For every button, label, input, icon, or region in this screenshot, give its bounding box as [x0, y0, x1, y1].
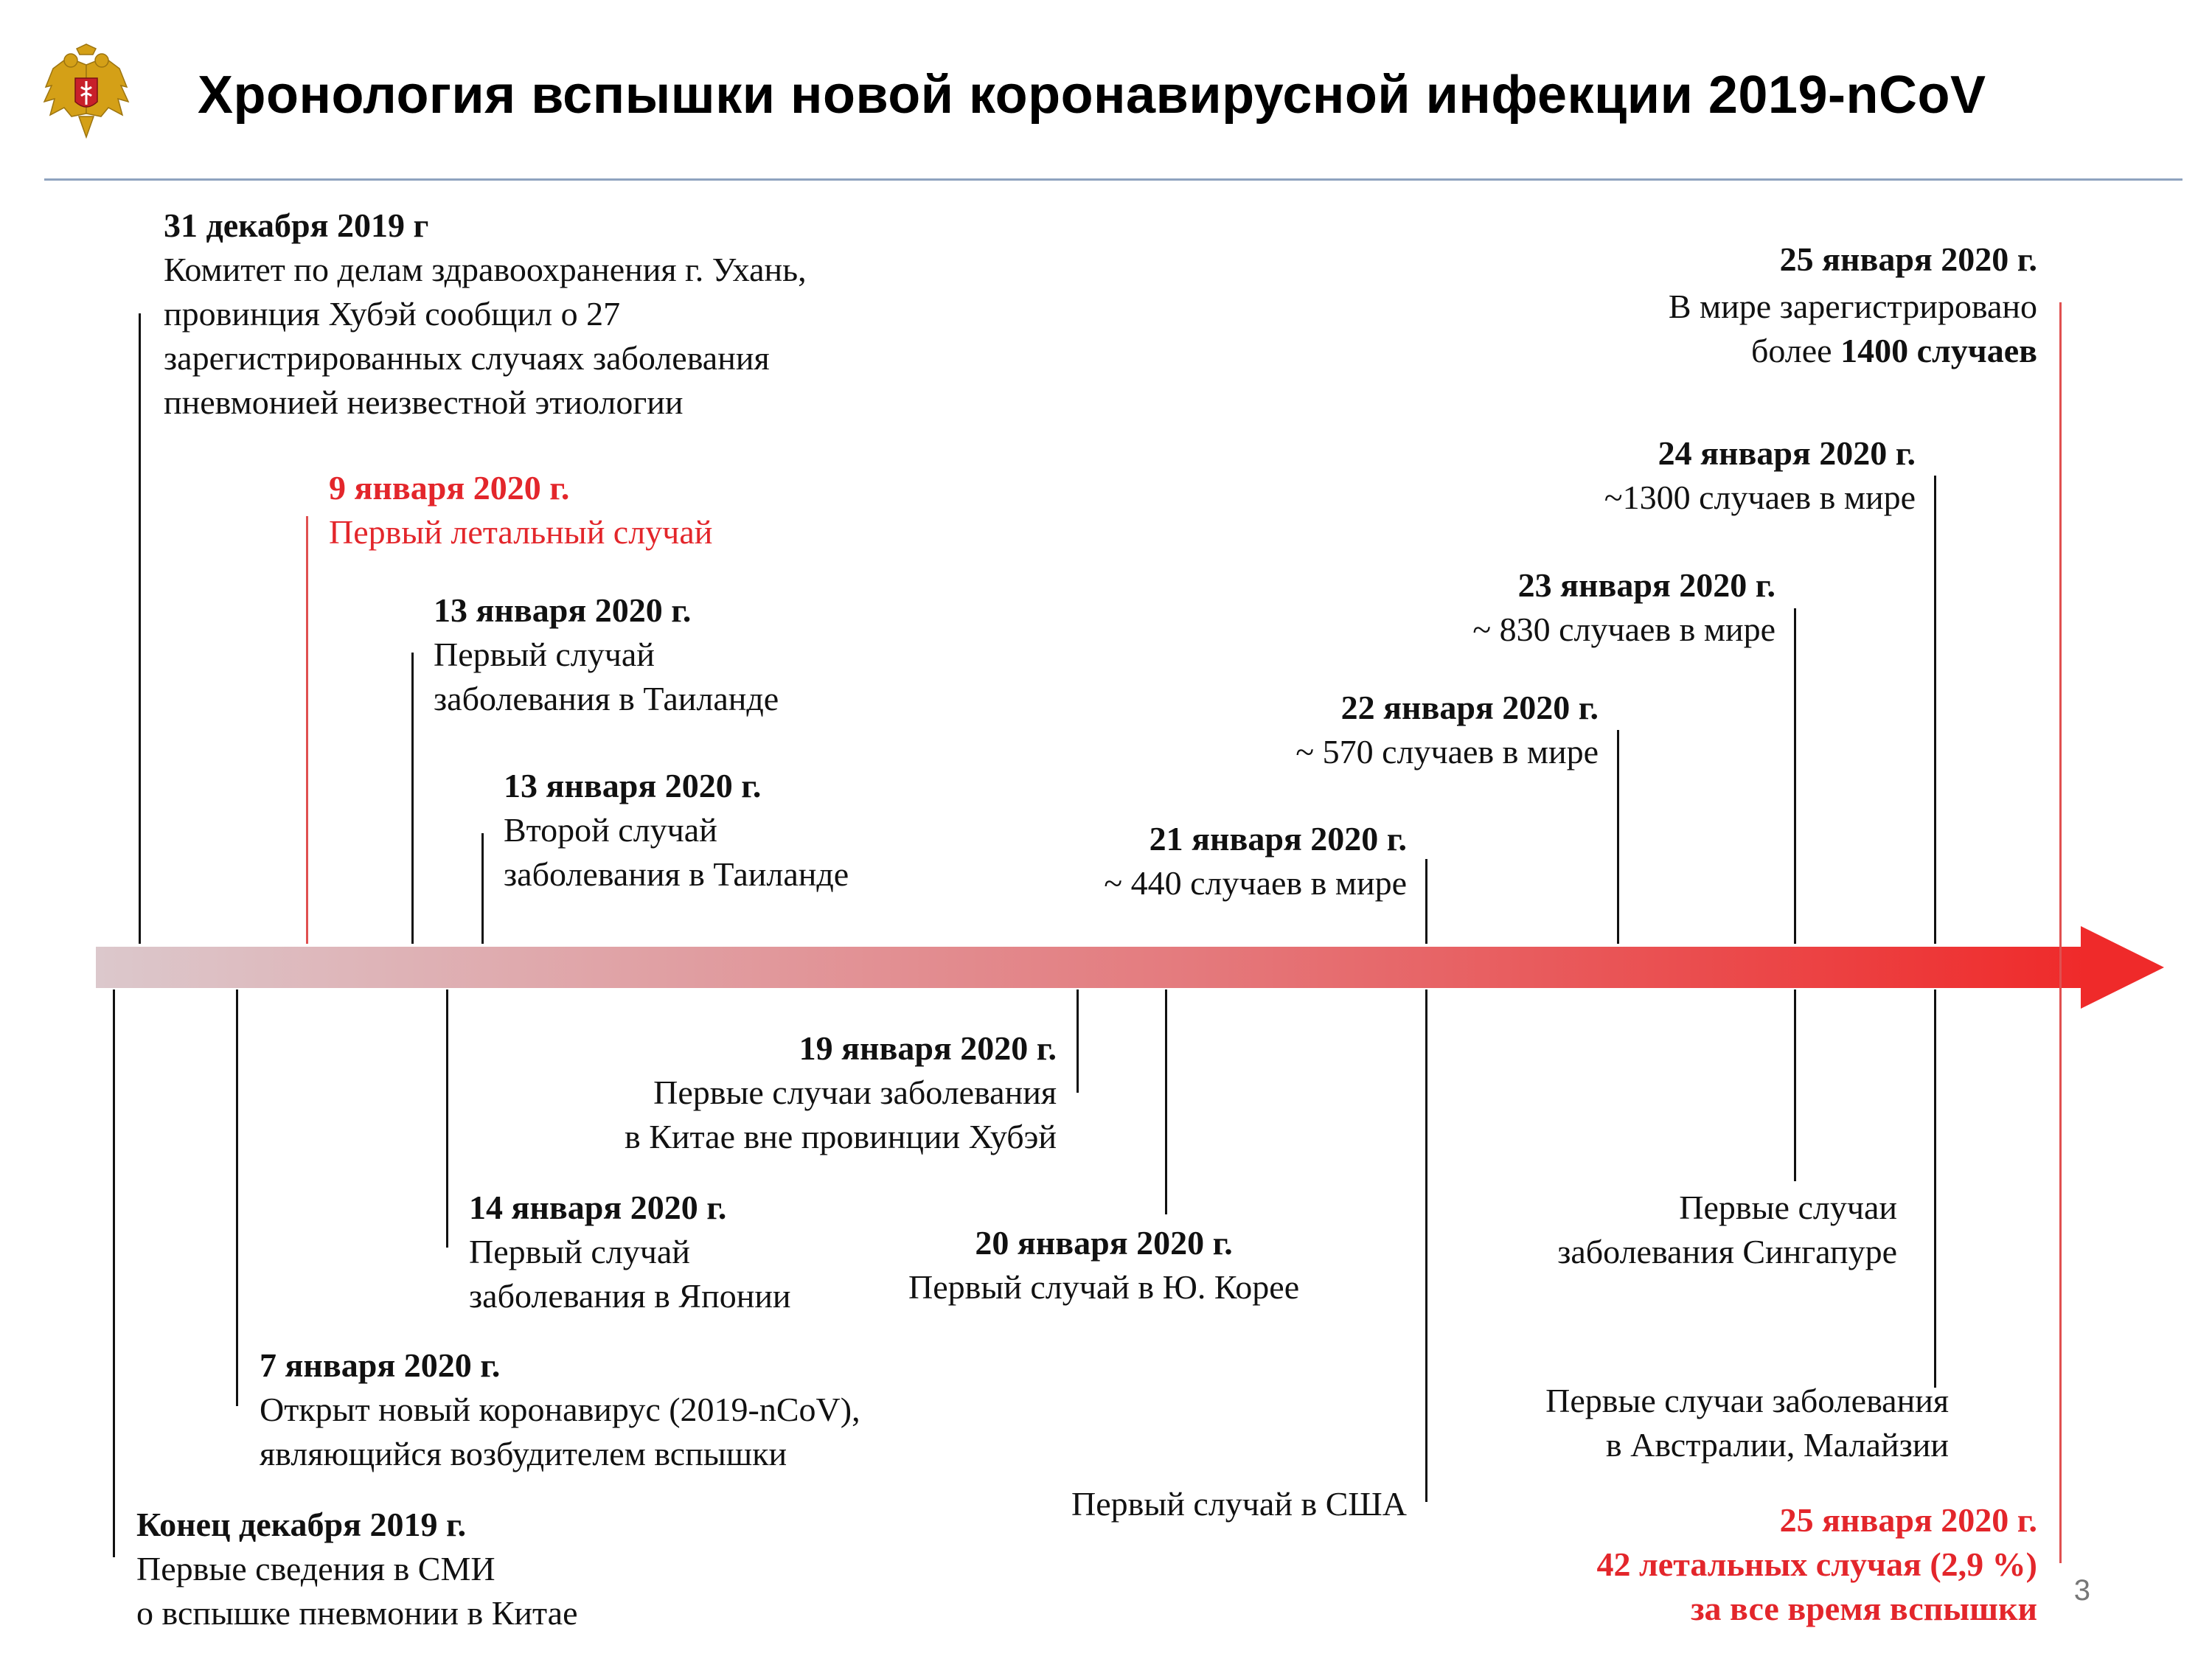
event-date: 20 января 2020 г. — [975, 1224, 1233, 1262]
event-date: 25 января 2020 г. — [1779, 240, 2037, 278]
event-text: 42 летальных случая (2,9 %) — [1596, 1545, 2037, 1583]
event-text: заболевания в Таиланде — [434, 680, 779, 717]
connector-line — [446, 990, 448, 1248]
event-text: Комитет по делам здравоохранения г. Ухань, — [164, 251, 807, 288]
connector-line — [139, 313, 141, 944]
event-text: о вспышке пневмонии в Китае — [136, 1594, 578, 1632]
event-text: Первый случай — [434, 636, 655, 673]
event-jan19 — [625, 1026, 1057, 1159]
event-text: Первые случаи — [1679, 1189, 1897, 1226]
event-text: ~1300 случаев в мире — [1604, 479, 1916, 516]
event-jan7-virus — [260, 1343, 860, 1476]
event-text: ~ 570 случаев в мире — [1295, 733, 1599, 771]
event-text: заболевания в Таиланде — [504, 855, 849, 893]
connector-line — [1165, 990, 1167, 1214]
event-jan20-korea — [908, 1221, 1299, 1310]
connector-line — [1794, 608, 1796, 944]
event-date: 24 января 2020 г. — [1658, 434, 1916, 472]
connector-line — [411, 653, 414, 944]
event-australia-malaysia — [1545, 1379, 1949, 1467]
event-jan25-deaths — [1596, 1498, 2037, 1631]
event-jan24 — [1604, 431, 1916, 520]
event-date: 9 января 2020 г. — [329, 469, 570, 507]
event-text-prefix: более — [1750, 332, 1841, 369]
event-jan23 — [1472, 563, 1775, 652]
event-jan22 — [1295, 686, 1599, 774]
event-text: являющийся возбудителем вспышки — [260, 1435, 787, 1472]
connector-line — [236, 990, 238, 1406]
page-title: Хронология вспышки новой коронавирусной инфекции 2019-nCoV — [198, 66, 1986, 125]
event-text: в Австралии, Малайзии — [1605, 1426, 1949, 1464]
event-jan21 — [1104, 817, 1407, 905]
event-date: 21 января 2020 г. — [1149, 820, 1407, 858]
event-text: пневмонией неизвестной этиологии — [164, 383, 684, 421]
event-date: 13 января 2020 г. — [504, 767, 762, 804]
event-date: 14 января 2020 г. — [469, 1189, 727, 1226]
page-number: 3 — [2073, 1574, 2090, 1607]
event-date: 7 января 2020 г. — [260, 1346, 501, 1384]
event-text: провинция Хубэй сообщил о 27 — [164, 295, 621, 333]
connector-line — [1077, 990, 1079, 1093]
event-date: 22 января 2020 г. — [1340, 689, 1599, 726]
event-text: Первые случаи заболевания — [653, 1074, 1057, 1111]
connector-line — [2059, 302, 2062, 1563]
connector-line — [481, 833, 484, 944]
event-text: Первые случаи заболевания — [1545, 1382, 1949, 1419]
event-text: Первый случай — [469, 1233, 690, 1270]
event-jan13-thailand-1 — [434, 588, 779, 721]
event-text: заболевания Сингапуре — [1557, 1233, 1897, 1270]
event-text: Первые сведения в СМИ — [136, 1550, 495, 1587]
event-usa — [1071, 1482, 1407, 1526]
event-text: Первый летальный случай — [329, 513, 713, 551]
event-text: В мире зарегистрировано — [1668, 288, 2037, 325]
event-text: Открыт новый коронавирус (2019-nCoV), — [260, 1391, 860, 1428]
event-date: Конец декабря 2019 г. — [136, 1506, 467, 1543]
event-dec-end-media — [136, 1503, 578, 1635]
event-date: 19 января 2020 г. — [799, 1029, 1057, 1067]
event-jan14-japan — [469, 1186, 791, 1318]
event-text: Первый случай в США — [1071, 1485, 1407, 1523]
event-text: в Китае вне провинции Хубэй — [624, 1118, 1057, 1155]
connector-line — [1425, 990, 1427, 1502]
connector-line — [113, 990, 115, 1557]
event-jan9-first-death — [329, 466, 712, 554]
event-text-bold: 1400 случаев — [1840, 332, 2037, 369]
event-text: заболевания в Японии — [469, 1277, 791, 1315]
event-text: Первый случай в Ю. Корее — [908, 1268, 1300, 1306]
event-text: ~ 830 случаев в мире — [1472, 611, 1775, 648]
event-text — [1669, 329, 2037, 373]
event-date: 31 декабря 2019 г — [164, 206, 429, 244]
event-text: зарегистрированных случаях заболевания — [164, 339, 770, 377]
event-date: 23 января 2020 г. — [1517, 566, 1775, 604]
event-jan13-thailand-2 — [504, 764, 849, 897]
connector-line — [306, 516, 308, 944]
connector-line — [1934, 990, 1936, 1388]
connector-line — [1934, 476, 1936, 944]
connector-line — [1617, 730, 1619, 944]
event-date: 13 января 2020 г. — [434, 591, 692, 629]
event-text: за все время вспышки — [1691, 1590, 2037, 1627]
event-jan25-cases — [1669, 237, 2037, 373]
event-text: ~ 440 случаев в мире — [1104, 864, 1407, 902]
event-text: Второй случай — [504, 811, 717, 849]
event-dec31-wuhan — [164, 204, 807, 425]
event-date: 25 января 2020 г. — [1779, 1501, 2037, 1539]
event-singapore — [1557, 1186, 1897, 1274]
connector-line — [1794, 990, 1796, 1181]
connector-line — [1425, 859, 1427, 944]
